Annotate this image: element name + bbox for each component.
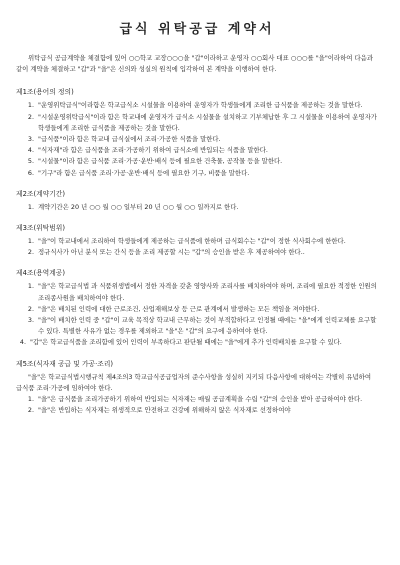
- list-item: 1. "운영위탁급식"이라함은 학교급식소 시설물을 이용하여 운영자가 학생들에게 조리한 급식품을 제공하는 것을 말한다.: [27, 101, 363, 110]
- list-item: 2. "시설운영위탁급식"이라 함은 학교내에 운영자가 급식소 시설물을 설치하고 기부체납한 후 그 시설물을 이용하여 운영자가 학생들에게 조리한 급식품을 제공하는 것을 말한다.: [27, 112, 377, 132]
- list-item: 3. "을"이 배치한 인력 중 "갑"이 교육 목적상 학교내 근무하는 것이 부적합하다고 인정될 때에는 "을"에게 인력교체를 요구할 수 있다. 특별한 사유가 없는 경우를 제외하고 "을"은 "갑"의 요구에 응하여야 한다.: [27, 316, 377, 336]
- section-1-definitions: [16, 87, 378, 178]
- section-2-contract-period: [16, 189, 378, 213]
- section-paragraph: "을"은 학교급식법시행규칙 제4조의3 학교급식공급업자의 준수사항을 성실히 지키되 다음사항에 대하여는 각별히 유념하여 급식품 조리·가공에 임하여야 한다.: [16, 372, 371, 392]
- section-title: 제5조(식자재 공급 및 가공·조리): [16, 359, 114, 368]
- section-3-scope: [16, 223, 378, 258]
- list-item: 4. "식자재"라 함은 급식품을 조리·가공하기 위하여 급식소에 반입되는 식품을 말한다.: [27, 146, 268, 155]
- list-item: 2. "을"은 반입하는 식자재는 위생적으로 안전하고 건강에 위해하지 않은 식자재로 선정하여야: [27, 406, 291, 415]
- list-item: 2. "을"은 배치된 인력에 대한 근로조건, 산업재해보상 등 근로 관계에서 발생하는 모든 책임을 져야한다.: [27, 304, 320, 313]
- list-item: 2. 정규식사가 아닌 분식 또는 간식 등을 조리 제공할 시는 "갑"의 승인을 받은 후 제공하여야 한다..: [27, 248, 305, 257]
- preamble: 위탁급식 공급계약을 체결함에 있어 ○○학교 교장○○○을 "갑"이라하고 운영자 ○○회사 대표 ○○○를 "을"이라하여 다음과 같이 계약을 체결하고 "갑"과 "을"은 신의와 성실의 원칙에 입각하여 본 계약을 이행하여 한다.: [16, 54, 374, 74]
- list-item: 6. "기구"라 함은 급식품 조리·가공·운반·배식 등에 필요한 기구, 비품을 말한다.: [27, 168, 250, 177]
- section-title: 제1조(용어의 정의): [16, 88, 74, 97]
- document-title: 급식 위탁공급 계약서: [119, 22, 275, 37]
- list-item: 4. "갑"은 학교급식품을 조리함에 있어 인력이 부족하다고 판단될 때에는 "을"에게 추가 인력배치를 요구할 수 있다.: [19, 338, 342, 347]
- list-item: 1. "을"은 급식품을 조리가공하기 위하여 반입되는 식자재는 매월 공급계획을 수립 "갑"의 승인을 받아 공급하여야 한다.: [27, 395, 363, 404]
- section-title: 제4조(용역계공): [16, 269, 66, 278]
- list-item: 5. "시설물"이라 함은 급식품 조리·가공·운반·배식 등에 필요한 건축물, 공작물 등을 말한다.: [27, 157, 283, 166]
- section-title: 제3조(위탁범위): [16, 224, 66, 233]
- list-item: 1. "을"은 학교급식법 과 식품위생법에서 정한 자격을 갖춘 영양사와 조리사를 배치하여야 하며, 조리에 필요한 적정한 인원의 조리종사원을 배치하여야 한다.: [27, 282, 377, 302]
- list-item: 1. "을"이 학교내에서 조리하여 학생들에게 제공하는 급식품에 한하며 급식회수는 "갑"이 정한 식사회수에 한한다.: [27, 237, 346, 246]
- list-item: 3. "급식품"이라 함은 학교내 급식실에서 조리·가공한 식품을 말한다.: [27, 135, 221, 144]
- section-5-ingredients: [16, 359, 378, 417]
- section-4-services: [16, 268, 378, 348]
- list-item: 1. 계약기간은 20 년 ○○ 월 ○○ 일부터 20 년 ○○ 월 ○○ 일까지로 한다.: [27, 202, 239, 211]
- section-title: 제2조(계약기간): [16, 189, 66, 198]
